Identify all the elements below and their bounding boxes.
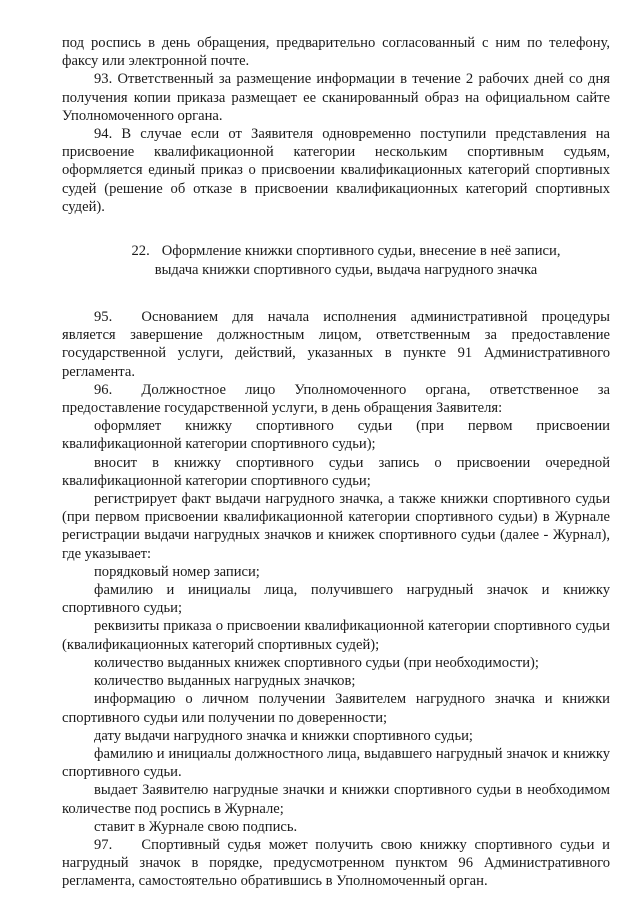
paragraph-96-subitem: информацию о личном получении Заявителем нагрудного значка и книжки спортивного судьи или получении по доверенности; (62, 691, 610, 726)
section-heading (62, 242, 610, 280)
paragraph-96-subitem: дату выдачи нагрудного значка и книжки спортивного судьи; (94, 727, 473, 744)
paragraph-96-subitem: количество выданных книжек спортивного судьи (при необходимости); (94, 654, 539, 671)
paragraph-95: 95. Основанием для начала исполнения административной процедуры является завершение должностным лицом, ответственным за предоставление государственной услуги, действий, указанных в пункте 91 Административного регламента. (62, 309, 610, 380)
paragraph-96-subitem: реквизиты приказа о присвоении квалификационной категории спортивного судьи (квалификационных категорий спортивных судей); (62, 618, 610, 653)
paragraph-continued: под роспись в день обращения, предварительно согласованный с ним по телефону, факсу или электронной почте. (62, 35, 610, 70)
paragraph-97: 97. Спортивный судья может получить свою книжку спортивного судьи и нагрудный значок в порядке, предусмотренном пунктом 96 Административного регламента, самостоятельно обратившись в Уполномоченный орган. (62, 836, 610, 890)
paragraph-96-item: вносит в книжку спортивного судьи запись о присвоении очередной квалификационной категории спортивного судьи; (62, 454, 610, 489)
paragraph-96-item: ставит в Журнале свою подпись. (94, 818, 298, 835)
paragraph-96-subitem: порядковый номер записи; (94, 563, 260, 580)
paragraph-96-subitem: фамилию и инициалы лица, получившего нагрудный значок и книжку спортивного судьи; (62, 582, 610, 617)
paragraph-96: 96. Должностное лицо Уполномоченного органа, ответственное за предоставление государственной услуги, в день обращения Заявителя: (62, 381, 610, 417)
paragraph-93: 93. Ответственный за размещение информации в течение 2 рабочих дней со дня получения копии приказа размещает ее сканированный образ на официальном сайте Уполномоченного органа. (62, 71, 610, 124)
section-title-line1: Оформление книжки спортивного судьи, внесение в неё записи, (161, 243, 561, 260)
paragraph-96-item: выдает Заявителю нагрудные значки и книжки спортивного судьи в необходимом количестве под роспись в Журнале; (62, 782, 610, 817)
section-number: 22. (131, 243, 150, 260)
paragraph-94: 94. В случае если от Заявителя одновременно поступили представления на присвоение квалификационной категории нескольким спортивным судьям, оформляется единый приказ о присвоении квалификационных категорий спортивных судей (решение об отказе в присвоении квалификационных категорий спортивных судей). (62, 126, 610, 215)
paragraph-96-subitem: фамилию и инициалы должностного лица, выдавшего нагрудный значок и книжку спортивного судьи. (62, 745, 610, 781)
section-heading-line1 (82, 242, 610, 261)
paragraph-96-item: оформляет книжку спортивного судьи (при первом присвоении квалификационной категории спортивного судьи); (62, 418, 610, 453)
paragraph-96-item: регистрирует факт выдачи нагрудного значка, а также книжки спортивного судьи (при первом присвоении квалификационной категории спортивного судьи) в Журнале регистрации выдачи нагрудных значков и книжек спортивного судьи (далее - Журнал), где указывает: (62, 491, 610, 562)
paragraph-96-subitem: количество выданных нагрудных значков; (94, 673, 356, 690)
section-title-line2: выдача книжки спортивного судьи, выдача нагрудного значка (154, 262, 538, 279)
